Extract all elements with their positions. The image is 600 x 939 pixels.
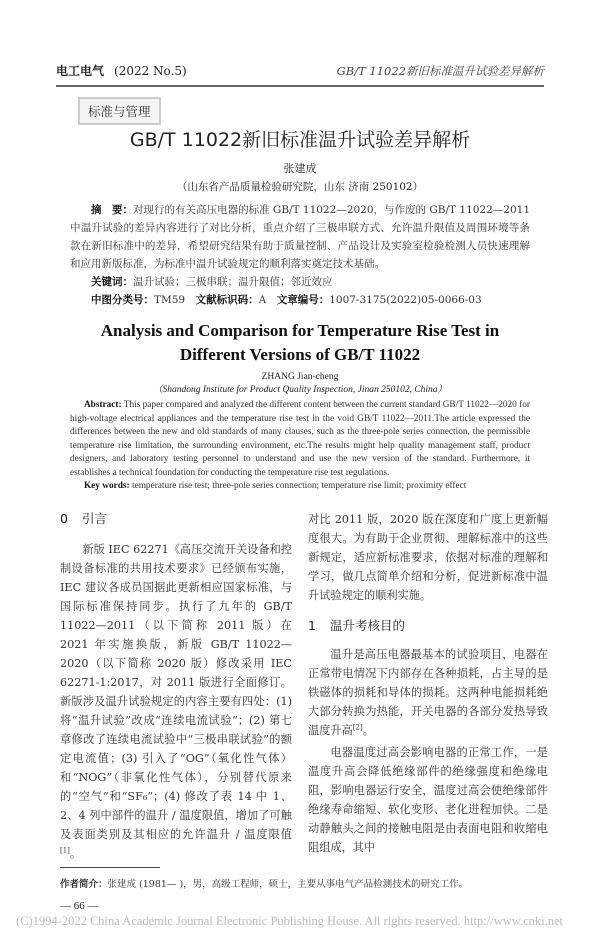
section-number: 1 — [308, 617, 316, 633]
paragraph-text: 温升是高压电器最基本的试验项目，电器在正常带电情况下内部存在各种损耗，占主导的是铁磁体的损耗和导体的损耗。这两种电能损耗绝大部分转换为热能，开关电器的各部分发热导致温度升高 — [308, 647, 548, 737]
abstract-english-text: This paper compared and analyzed the different content between the current standard GB/T 11022—2020 for high-voltage electrical appliances and the temperature rise test in the void GB/T 11022—2011.The article expressed the differences between the new and old standards of many clauses, such as the three-pole series connection, the permissible temperature rise limitation, the surrounding environment, etc.The results might help quality management staff, product designers, and laboratory testing personnel to understand and use the new version of the standard. Furthermore, it establishes a technical foundation for conducting the temperature rise test regulations. — [70, 400, 530, 478]
issue-number: (2022 No.5) — [114, 64, 187, 78]
abstract-english-block — [70, 399, 530, 494]
section-number: 0 — [60, 510, 68, 526]
section-title: 温升考核目的 — [329, 617, 405, 633]
title-english-line2: Different Versions of GB/T 11022 — [179, 345, 421, 364]
title-chinese: GB/T 11022新旧标准温升试验差异解析 — [129, 129, 471, 151]
right-column — [308, 510, 548, 863]
classification-line — [70, 291, 530, 309]
paragraph-end: 。 — [362, 723, 374, 737]
running-header — [56, 62, 544, 87]
author-footnote — [60, 878, 544, 892]
section-heading-0 — [60, 510, 292, 528]
section-title: 引言 — [81, 510, 107, 526]
section1-paragraph2: 电器温度过高会影响电器的正常工作，一是温度升高会降低绝缘部件的绝缘强度和绝缘电阻，影响电器运行安全，温度过高会使绝缘部件绝缘寿命缩短、软化变形、老化进程加快。二是动静触头之间的接触电阻是由表面电阻和收缩电阻组成，其中 — [308, 745, 548, 854]
running-header-left — [56, 62, 187, 79]
clc-label: 中图分类号： — [91, 294, 154, 306]
keywords-text: 温升试验；三极串联；温升限值；邻近效应 — [133, 276, 333, 288]
left-column — [60, 510, 292, 863]
citation-ref[interactable]: [1] — [60, 845, 70, 854]
section-heading-1 — [308, 617, 548, 635]
footnote-text: 张建成 (1981— )，男，高级工程师，硕士，主要从事电气产品检测技术的研究工作。 — [107, 878, 469, 890]
paragraph-end: 。 — [69, 846, 82, 860]
section1-paragraph1 — [308, 645, 548, 740]
keywords-english-label: Key words: — [83, 481, 130, 491]
intro-paragraph — [60, 540, 292, 863]
doc-code-value: A — [258, 294, 267, 306]
running-title: GB/T 11022新旧标准温升试验差异解析 — [336, 64, 544, 78]
intro-paragraph-continued: 对比 2011 版，2020 版在深度和广度上更新幅度很大。为有助于企业贯彻、理解标准中的这些新规定，适应新标准要求，依据对标准的理解和学习，做几点简单介绍和分析，促进新标准中温升试验规定的顺利实施。 — [308, 512, 548, 602]
abstract-english — [70, 399, 530, 480]
author-english: ZHANG Jian-cheng — [261, 372, 339, 382]
column-label: 标准与管理 — [78, 97, 161, 125]
keywords-label: 关键词： — [91, 276, 133, 288]
abstract-text: 对现行的有关高压电器的标准 GB/T 11022—2020，与作废的 GB/T 11022—2011 中温升试验的差异内容进行了对比分析，重点介绍了三极串联方式、允许温升限值及周围环境等条款在新旧标准中的差异，希望研究结果有助于质量控制、产品设计及实验室检验检测人员快速理解和应用新版标准，为标准中温升试验规定的顺利落实奠定技术基础。 — [70, 204, 531, 270]
affiliation-english: （Shandong Institute for Product Quality Inspection, Jinan 250102, China） — [152, 385, 448, 395]
title-english-line1: Analysis and Comparison for Temperature Rise Test in — [100, 321, 500, 340]
journal-name: 电工电气 — [56, 64, 105, 78]
body-columns — [60, 510, 548, 863]
paragraph-text: 新版 IEC 62271《高压交流开关设备和控制设备标准的共用技术要求》已经颁布实施，IEC 建议各成员国据此更新相应国家标准，与国际标准保持同步。执行了九年的 GB/T 11022—2011（以下简称 2011 版）在 2021 年实施换版，新版 GB/T 11022—2020（以下简称 2020 版）修改采用 IEC 62271-1:2017，对 2011 版进行全面修订。新版涉及温升试验规定的内容主要有四处：(1) 将“温升试验”改成“连续电流试验”；(2) 第七章修改了连续电流试验中“三极串联试验”的额定电流值；(3) 引入了“OG”（氧化性气体）和“NOG”（非氧化性气体），分别替代原来的“空气”和“SF₆”；(4) 修改了表 14 中 1、2、4 列中部件的温升 / 温度限值，增加了可触及表面类别及其相应的允许温升 / 温度限值 — [60, 542, 292, 841]
affiliation-chinese: （山东省产品质量检验研究院，山东 济南 250102） — [176, 181, 424, 193]
footnote-rule — [60, 867, 160, 868]
article-number-label: 文章编号： — [276, 294, 330, 306]
keywords-chinese — [70, 273, 530, 291]
doc-code-label: 文献标识码： — [195, 294, 259, 306]
clc-value: TM59 — [154, 294, 186, 306]
author-chinese: 张建成 — [283, 162, 317, 175]
title-english — [56, 319, 544, 367]
citation-ref[interactable]: [2] — [352, 722, 363, 731]
copyright-watermark: (C)1994-2022 China Academic Journal Electronic Publishing House. All rights reserved. http://www.cnki.net — [16, 913, 564, 928]
abstract-english-label: Abstract: — [83, 400, 122, 410]
article-number-value: 1007-3175(2022)05-0066-03 — [329, 294, 482, 306]
keywords-english — [70, 480, 530, 494]
abstract-chinese — [70, 201, 530, 273]
keywords-english-text: temperature rise test; three-pole series connection; temperature rise limit; proximity effect — [129, 481, 467, 491]
page-number: — 66 — — [60, 899, 99, 912]
abstract-label: 摘 要： — [91, 204, 134, 216]
abstract-chinese-block — [70, 201, 530, 309]
footnote-label: 作者简介： — [60, 878, 108, 890]
